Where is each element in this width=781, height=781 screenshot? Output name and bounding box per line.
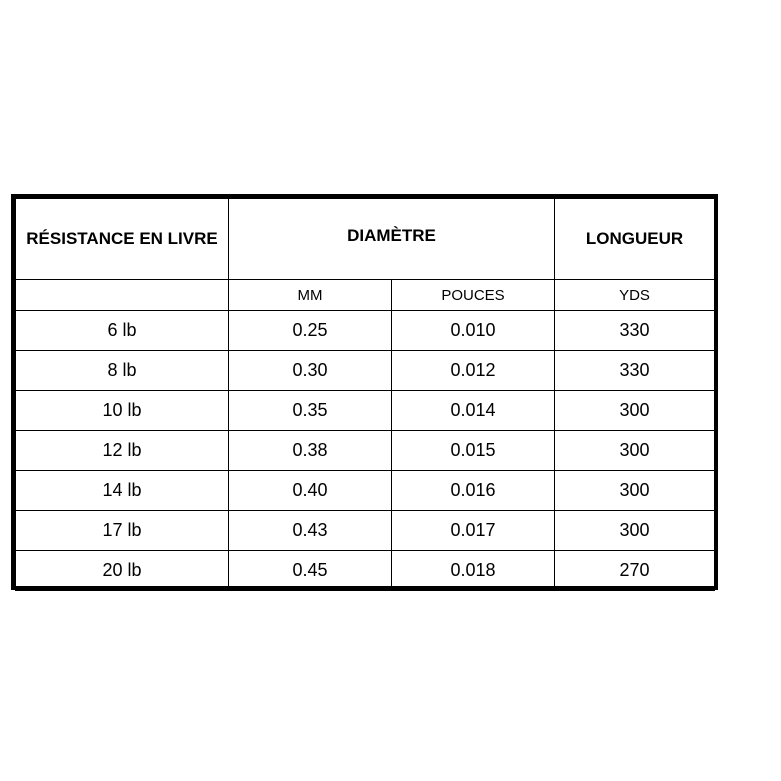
cell-yds: 300: [555, 511, 715, 551]
cell-mm: 0.43: [229, 511, 392, 551]
table-row: [16, 471, 715, 511]
cell-yds: 300: [555, 391, 715, 431]
header-resistance: RÉSISTANCE EN LIVRE: [16, 199, 229, 280]
table-row: [16, 511, 715, 551]
subheader-inches: POUCES: [392, 280, 555, 311]
cell-resistance: 12 lb: [16, 431, 229, 471]
header-length: LONGUEUR: [555, 199, 715, 280]
table-row: [16, 431, 715, 471]
cell-mm: 0.35: [229, 391, 392, 431]
cell-yds: 300: [555, 431, 715, 471]
cell-mm: 0.25: [229, 311, 392, 351]
cell-yds: 330: [555, 351, 715, 391]
cell-inches: 0.012: [392, 351, 555, 391]
header-diameter: DIAMÈTRE: [229, 199, 555, 280]
cell-resistance: 14 lb: [16, 471, 229, 511]
subheader-resistance: [16, 280, 229, 311]
subheader-yds: YDS: [555, 280, 715, 311]
table-row: [16, 311, 715, 351]
spec-table-frame: [11, 194, 718, 590]
line-spec-table: [15, 198, 715, 591]
cell-resistance: 6 lb: [16, 311, 229, 351]
cell-resistance: 10 lb: [16, 391, 229, 431]
cell-resistance: 17 lb: [16, 511, 229, 551]
cell-inches: 0.014: [392, 391, 555, 431]
cell-resistance: 20 lb: [16, 551, 229, 591]
cell-yds: 330: [555, 311, 715, 351]
table-row: [16, 551, 715, 591]
cell-mm: 0.38: [229, 431, 392, 471]
cell-inches: 0.017: [392, 511, 555, 551]
cell-mm: 0.40: [229, 471, 392, 511]
table-subheader-row: [16, 280, 715, 311]
cell-resistance: 8 lb: [16, 351, 229, 391]
cell-mm: 0.30: [229, 351, 392, 391]
cell-inches: 0.018: [392, 551, 555, 591]
cell-yds: 270: [555, 551, 715, 591]
cell-mm: 0.45: [229, 551, 392, 591]
cell-yds: 300: [555, 471, 715, 511]
cell-inches: 0.010: [392, 311, 555, 351]
cell-inches: 0.016: [392, 471, 555, 511]
subheader-mm: MM: [229, 280, 392, 311]
table-header-row: [16, 199, 715, 280]
cell-inches: 0.015: [392, 431, 555, 471]
table-row: [16, 391, 715, 431]
table-row: [16, 351, 715, 391]
